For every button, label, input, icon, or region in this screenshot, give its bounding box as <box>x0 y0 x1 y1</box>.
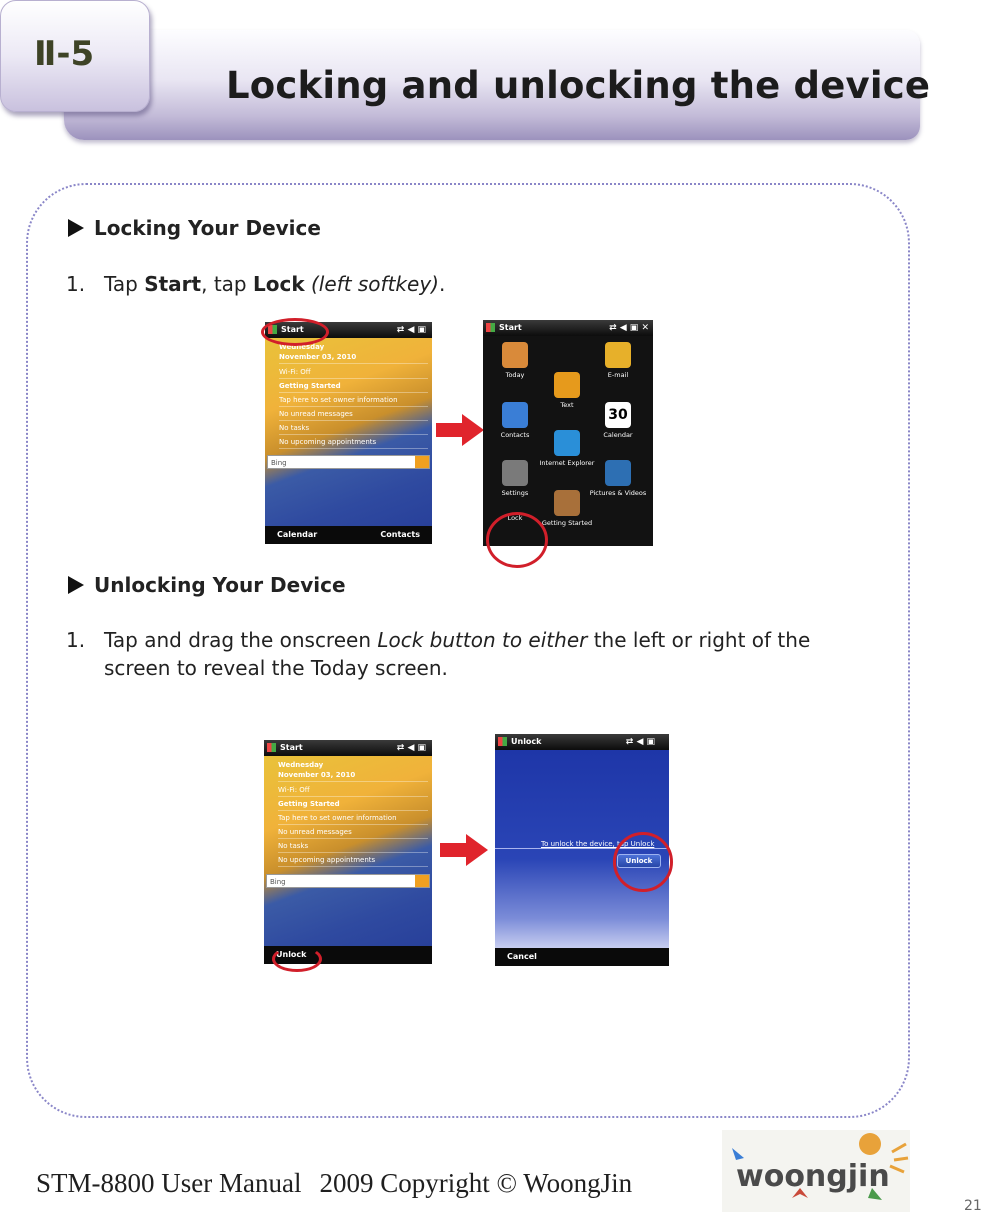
unlocking-heading: Unlocking Your Device <box>68 573 346 597</box>
tile-swatch-email <box>605 342 631 368</box>
highlight-unlock-button-circle <box>613 832 673 892</box>
locking-step: 1. Tap Start, tap Lock (left softkey). <box>66 272 446 296</box>
windows-icon <box>267 743 276 752</box>
tile-swatch-text <box>554 372 580 398</box>
unlock-screen-screenshot: Unlock ⇄ ◀ ▣ To unlock the device, tap Unlock Unlock Cancel <box>495 734 669 966</box>
unlock-button[interactable]: Unlock <box>617 854 661 868</box>
page-number: 21 <box>964 1198 982 1214</box>
calendar-tile-icon: 30 Calendar <box>588 402 648 439</box>
tile-swatch-ie <box>554 430 580 456</box>
tile-swatch-contacts <box>502 402 528 428</box>
page-title: Locking and unlocking the device <box>226 64 931 107</box>
status-icons: ⇄ ◀ ▣ <box>396 325 426 335</box>
start-menu-screenshot: Start ⇄ ◀ ▣ ✕ Today E-mail Text Contacts 30 Calendar Internet Explorer Settings Pictures & Videos Lock Getting Started <box>483 320 653 546</box>
internet-explorer-tile-icon: Internet Explorer <box>537 430 597 467</box>
tile-swatch-today <box>502 342 528 368</box>
highlight-lock-circle <box>486 512 548 568</box>
getting-started-tile-icon: Getting Started <box>537 490 597 527</box>
tile-swatch-getting-started <box>554 490 580 516</box>
text-tile-icon: Text <box>537 372 597 409</box>
svg-text:woongjin: woongjin <box>736 1159 890 1194</box>
tile-swatch-calendar: 30 <box>605 402 631 428</box>
bullet-triangle-icon <box>68 219 84 237</box>
contacts-tile-icon: Contacts <box>485 402 545 439</box>
highlight-start-circle <box>261 318 329 346</box>
bullet-triangle-icon <box>68 576 84 594</box>
pictures-tile-icon: Pictures & Videos <box>588 460 648 497</box>
locking-heading: Locking Your Device <box>68 216 321 240</box>
right-arrow-icon <box>436 414 484 446</box>
windows-icon <box>498 737 507 746</box>
tile-swatch-settings <box>502 460 528 486</box>
today-tile-icon: Today <box>485 342 545 379</box>
highlight-unlock-softkey-circle <box>272 946 322 972</box>
lock-tile-icon: Lock <box>507 514 523 522</box>
status-icons: ⇄ ◀ ▣ <box>625 737 655 747</box>
unlocking-step: 1. Tap and drag the onscreen Lock button to either the left or right of the screen to reveal the Today screen. <box>66 628 811 680</box>
footer-text: STM-8800 User Manual 2009 Copyright © WoongJin <box>36 1168 633 1198</box>
right-arrow-icon <box>440 834 488 866</box>
status-icons: ⇄ ◀ ▣ <box>396 743 426 753</box>
woongjin-logo <box>722 1130 910 1212</box>
windows-icon <box>486 323 495 332</box>
section-number: Ⅱ-5 <box>34 34 95 74</box>
tile-swatch-pictures <box>605 460 631 486</box>
today-screen-screenshot: Start ⇄ ◀ ▣ Wednesday November 03, 2010 Wi-Fi: Off Getting Started Tap here to set owner information No unread messages No tasks No upcoming appointments Bing Calendar Contacts <box>265 322 432 544</box>
status-icons: ⇄ ◀ ▣ ✕ <box>609 323 649 333</box>
locked-today-screenshot: Start ⇄ ◀ ▣ Wednesday November 03, 2010 Wi-Fi: Off Getting Started Tap here to set owner information No unread messages No tasks No upcoming appointments Bing Unlock <box>264 740 432 964</box>
settings-tile-icon: Settings <box>485 460 545 497</box>
email-tile-icon: E-mail <box>588 342 648 379</box>
